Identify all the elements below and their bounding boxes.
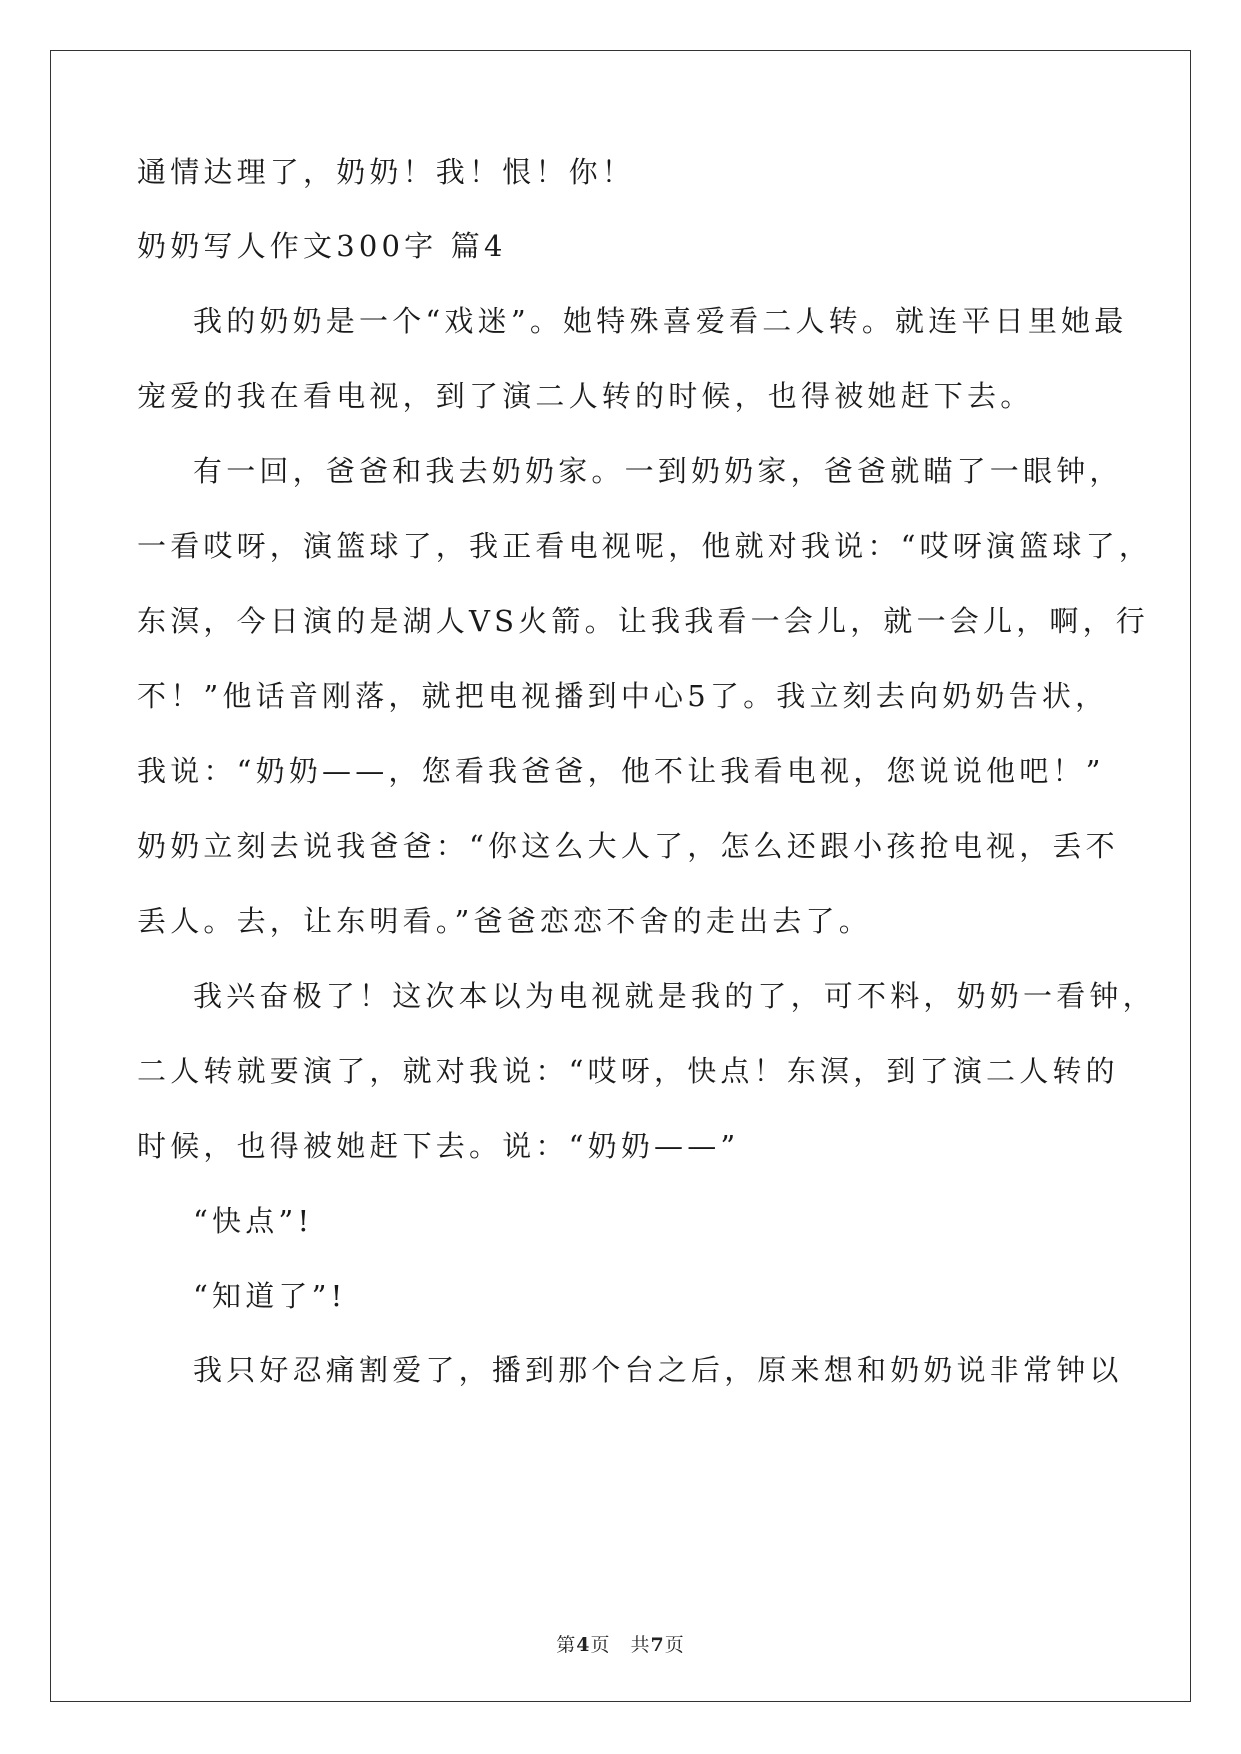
text-line: 不！”他话音刚落，就把电视播到中心5了。我立刻去向奶奶告状， [137,679,1109,713]
text-line: 二人转就要演了，就对我说：“哎呀，快点！东溟，到了演二人转的 [137,1054,1119,1088]
page-total: 7 [650,1634,665,1656]
text-line: 我只好忍痛割爱了，播到那个台之后，原来想和奶奶说非常钟以 [193,1353,1123,1387]
page-footer [0,1630,1241,1657]
text-line: 丢人。去，让东明看。”爸爸恋恋不舍的走出去了。 [137,904,872,938]
total-prefix: 共 [630,1634,651,1656]
text-line: “快点”! [193,1204,314,1238]
text-line: 宠爱的我在看电视，到了演二人转的时候，也得被她赶下去。 [137,379,1034,413]
text-line: 我的奶奶是一个“戏迷”。她特殊喜爱看二人转。就连平日里她最 [193,304,1128,338]
text-line: 时候，也得被她赶下去。说：“奶奶——” [137,1129,740,1163]
page-border [50,50,1191,1702]
text-line: 通情达理了，奶奶！我！恨！你！ [137,155,636,189]
page-suffix: 页 [590,1634,611,1656]
total-suffix: 页 [664,1634,685,1656]
text-line: 我说：“奶奶——，您看我爸爸，他不让我看电视，您说说他吧！” [137,754,1105,788]
section-heading: 奶奶写人作文300字 篇4 [137,229,507,263]
text-line: 奶奶立刻去说我爸爸：“你这么大人了，怎么还跟小孩抢电视，丢不 [137,829,1119,863]
text-line: “知道了”! [193,1279,347,1313]
text-line: 我兴奋极了！这次本以为电视就是我的了，可不料，奶奶一看钟， [193,979,1156,1013]
page-prefix: 第 [556,1634,577,1656]
text-line: 一看哎呀，演篮球了，我正看电视呢，他就对我说：“哎呀演篮球了， [137,529,1153,563]
text-line: 有一回，爸爸和我去奶奶家。一到奶奶家，爸爸就瞄了一眼钟， [193,454,1123,488]
page-current: 4 [576,1634,591,1656]
text-line: 东溟，今日演的是湖人VS火箭。让我我看一会儿，就一会儿，啊，行 [137,604,1150,638]
